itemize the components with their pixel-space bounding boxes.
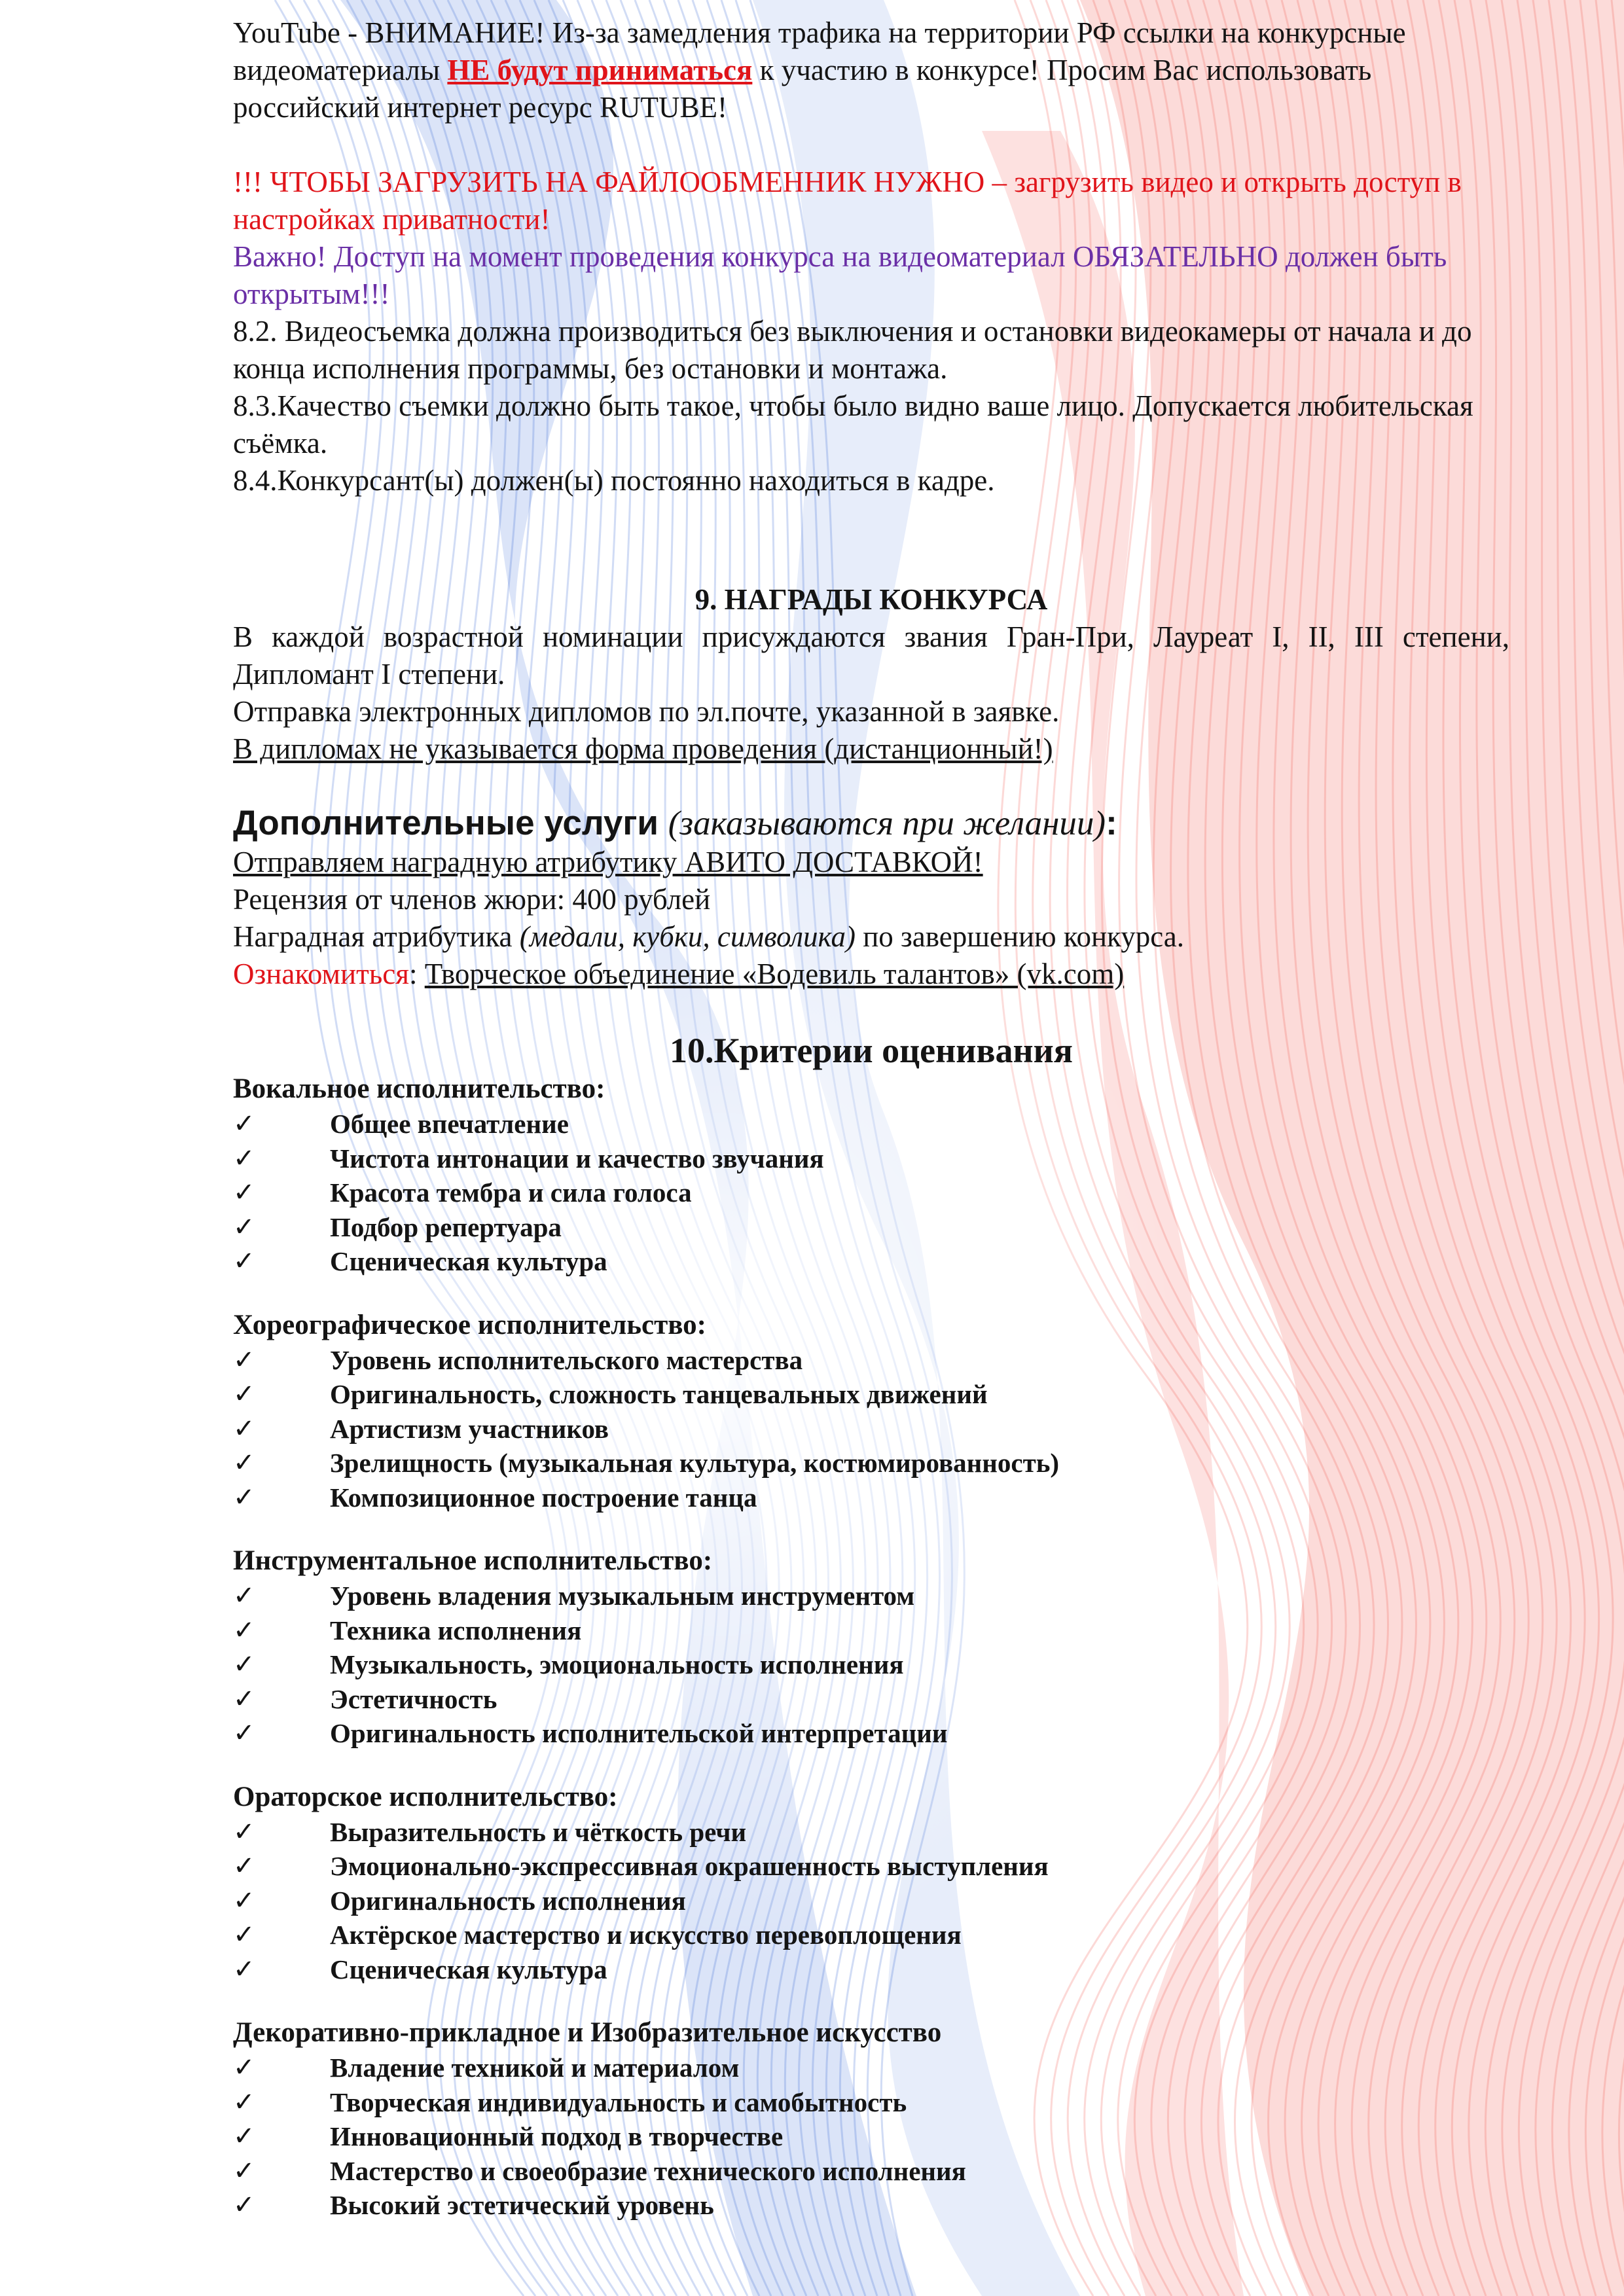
criteria-item [233,1918,1509,1952]
criteria-item [233,1647,1509,1682]
checkmark-icon: ✓ [233,1885,255,1916]
checkmark-icon: ✓ [233,1177,255,1208]
criteria-item [233,1210,1509,1245]
extra-services-title [233,803,1509,844]
criteria-item [233,1446,1509,1480]
criteria-item [233,1480,1509,1515]
criteria-item [233,1884,1509,1918]
criteria-item-text: Оригинальность, сложность танцевальных движений [330,1379,988,1409]
access-note: Важно! Доступ на момент проведения конкурса на видеоматериал ОБЯЗАТЕЛЬНО должен быть открытым!!! [233,240,1447,310]
document-page [233,14,1509,2251]
criteria-item-text: Владение техникой и материалом [330,2053,740,2083]
criteria-item-text: Оригинальность исполнительской интерпретации [330,1718,948,1748]
criteria-item [233,1815,1509,1850]
criteria-item-text: Эмоционально-экспрессивная окрашенность выступления [330,1851,1049,1881]
extra-services-title-colon: : [1106,804,1117,842]
criteria-item-text: Актёрское мастерство и искусство перевоплощения [330,1920,962,1950]
criteria-item [233,1579,1509,1613]
upload-instructions-caps: !!! ЧТОБЫ ЗАГРУЗИТЬ НА ФАЙЛООБМЕННИК НУЖНО [233,166,985,198]
criteria-item-text: Высокий эстетический уровень [330,2190,714,2220]
criteria-item [233,2051,1509,2085]
diplomas-note: В дипломах не указывается форма проведения (дистанционный!) [233,732,1053,765]
item-8-2: 8.2. Видеосъемка должна производиться без выключения и остановки видеокамеры от начала и до конца исполнения программы, без остановки и монтажа. [233,315,1472,385]
criteria-item-text: Подбор репертуара [330,1211,562,1242]
criteria-item-text: Красота тембра и сила голоса [330,1177,692,1208]
checkmark-icon: ✓ [233,2053,255,2083]
checkmark-icon: ✓ [233,2155,255,2186]
checkmark-icon: ✓ [233,1482,255,1513]
criteria-item-text: Зрелищность (музыкальная культура, костюмированность) [330,1448,1060,1478]
checkmark-icon: ✓ [233,1109,255,1139]
criteria-group-heading: Ораторское исполнительство: [233,1781,618,1812]
checkmark-icon: ✓ [233,2190,255,2220]
criteria-list [233,1815,1509,1987]
checkmark-icon: ✓ [233,1615,255,1645]
criteria-group-heading: Декоративно-прикладное и Изобразительное искусство [233,2017,942,2048]
checkmark-icon: ✓ [233,2087,255,2117]
criteria-item-text: Уровень владения музыкальным инструментом [330,1581,915,1611]
checkmark-icon: ✓ [233,1920,255,1950]
attributes-text [233,918,1509,956]
attributes-text-b: по завершению конкурса. [855,920,1185,953]
criteria-list [233,1579,1509,1751]
checkmark-icon: ✓ [233,1344,255,1375]
checkmark-icon: ✓ [233,1143,255,1174]
criteria-group-heading: Хореографическое исполнительство: [233,1309,706,1340]
review-text: Рецензия от членов жюри: 400 рублей [233,883,711,916]
vk-group-link[interactable]: Творческое объединение «Водевиль талантов» (vk.com) [424,958,1125,990]
criteria-item [233,1952,1509,1987]
youtube-warning-text-1: YouTube - ВНИМАНИЕ! Из-за замедления трафика на территории РФ ссылки на конкурсные видеоматериалы [233,16,1406,86]
checkmark-icon: ✓ [233,1649,255,1679]
criteria-item [233,2188,1509,2223]
criteria-section-title: 10.Критерии оценивания [670,1031,1073,1070]
criteria-item [233,2085,1509,2120]
criteria-item [233,2119,1509,2154]
checkmark-icon: ✓ [233,1718,255,1748]
familiarize-colon: : [408,958,425,990]
attributes-text-a: Наградная атрибутика [233,920,520,953]
criteria-item-text: Уровень исполнительского мастерства [330,1344,803,1375]
awards-section-title: 9. НАГРАДЫ КОНКУРСА [695,583,1048,616]
criteria-item-text: Сценическая культура [330,1246,607,1276]
criteria-item [233,1343,1509,1378]
criteria-item [233,1175,1509,1210]
criteria-item-text: Композиционное построение танца [330,1482,757,1513]
criteria-item [233,1412,1509,1446]
checkmark-icon: ✓ [233,1448,255,1478]
checkmark-icon: ✓ [233,1954,255,1984]
item-8-3: 8.3.Качество съемки должно быть такое, чтобы было видно ваше лицо. Допускается любительская съёмка. [233,389,1473,459]
criteria-list [233,1107,1509,1279]
criteria-item [233,1682,1509,1717]
criteria-list [233,1343,1509,1515]
criteria-item-text: Оригинальность исполнения [330,1885,686,1916]
criteria-item [233,1613,1509,1648]
criteria-item-text: Чистота интонации и качество звучания [330,1143,824,1174]
checkmark-icon: ✓ [233,1246,255,1276]
criteria-item [233,1244,1509,1279]
upload-instructions [233,164,1509,238]
checkmark-icon: ✓ [233,1851,255,1881]
youtube-warning-emphasis: НЕ будут приниматься [447,54,753,86]
criteria-item-text: Выразительность и чёткость речи [330,1816,747,1847]
criteria-item-text: Творческая индивидуальность и самобытность [330,2087,907,2117]
criteria-item-text: Мастерство и своеобразие технического исполнения [330,2155,966,2186]
awards-text: В каждой возрастной номинации присуждаются звания Гран-При, Лауреат I, II, III степени, Дипломант I степени. [233,620,1509,691]
checkmark-icon: ✓ [233,1379,255,1409]
criteria-item-text: Общее впечатление [330,1109,569,1139]
checkmark-icon: ✓ [233,2121,255,2151]
checkmark-icon: ✓ [233,1683,255,1714]
criteria-item-text: Сценическая культура [330,1954,607,1984]
criteria-item-text: Техника исполнения [330,1615,582,1645]
item-8-4: 8.4.Конкурсант(ы) должен(ы) постоянно находиться в кадре. [233,464,995,497]
criteria-list [233,2051,1509,2223]
diplomas-text: Отправка электронных дипломов по эл.почте, указанной в заявке. [233,695,1060,728]
criteria-group-heading: Инструментальное исполнительство: [233,1545,713,1576]
criteria-item [233,1716,1509,1751]
criteria-group-heading: Вокальное исполнительство: [233,1073,605,1104]
criteria-groups [233,1071,1509,2223]
attributes-text-italic: (медали, кубки, символика) [519,920,856,953]
criteria-item-text: Эстетичность [330,1683,497,1714]
delivery-text: Отправляем наградную атрибутику АВИТО ДОСТАВКОЙ! [233,846,983,878]
checkmark-icon: ✓ [233,1211,255,1242]
familiarize-line [233,956,1509,993]
criteria-item [233,1377,1509,1412]
familiarize-label: Ознакомиться [233,958,409,990]
criteria-item [233,1107,1509,1141]
criteria-item [233,1141,1509,1176]
upload-instructions-rest: – загрузить видео и открыть доступ в настройках приватности! [233,166,1462,236]
checkmark-icon: ✓ [233,1816,255,1847]
criteria-item-text: Артистизм участников [330,1413,609,1444]
checkmark-icon: ✓ [233,1413,255,1444]
extra-services-title-paren: (заказываются при желании) [668,804,1106,842]
youtube-warning [233,14,1509,126]
criteria-item-text: Инновационный подход в творчестве [330,2121,784,2151]
criteria-item [233,2154,1509,2189]
youtube-warning-text-2: к участию в конкурсе! Просим Вас использовать российский интернет ресурс RUTUBE! [233,54,1372,124]
criteria-item [233,1849,1509,1884]
criteria-item-text: Музыкальность, эмоциональность исполнения [330,1649,904,1679]
checkmark-icon: ✓ [233,1581,255,1611]
extra-services-title-main: Дополнительные услуги [233,804,659,842]
